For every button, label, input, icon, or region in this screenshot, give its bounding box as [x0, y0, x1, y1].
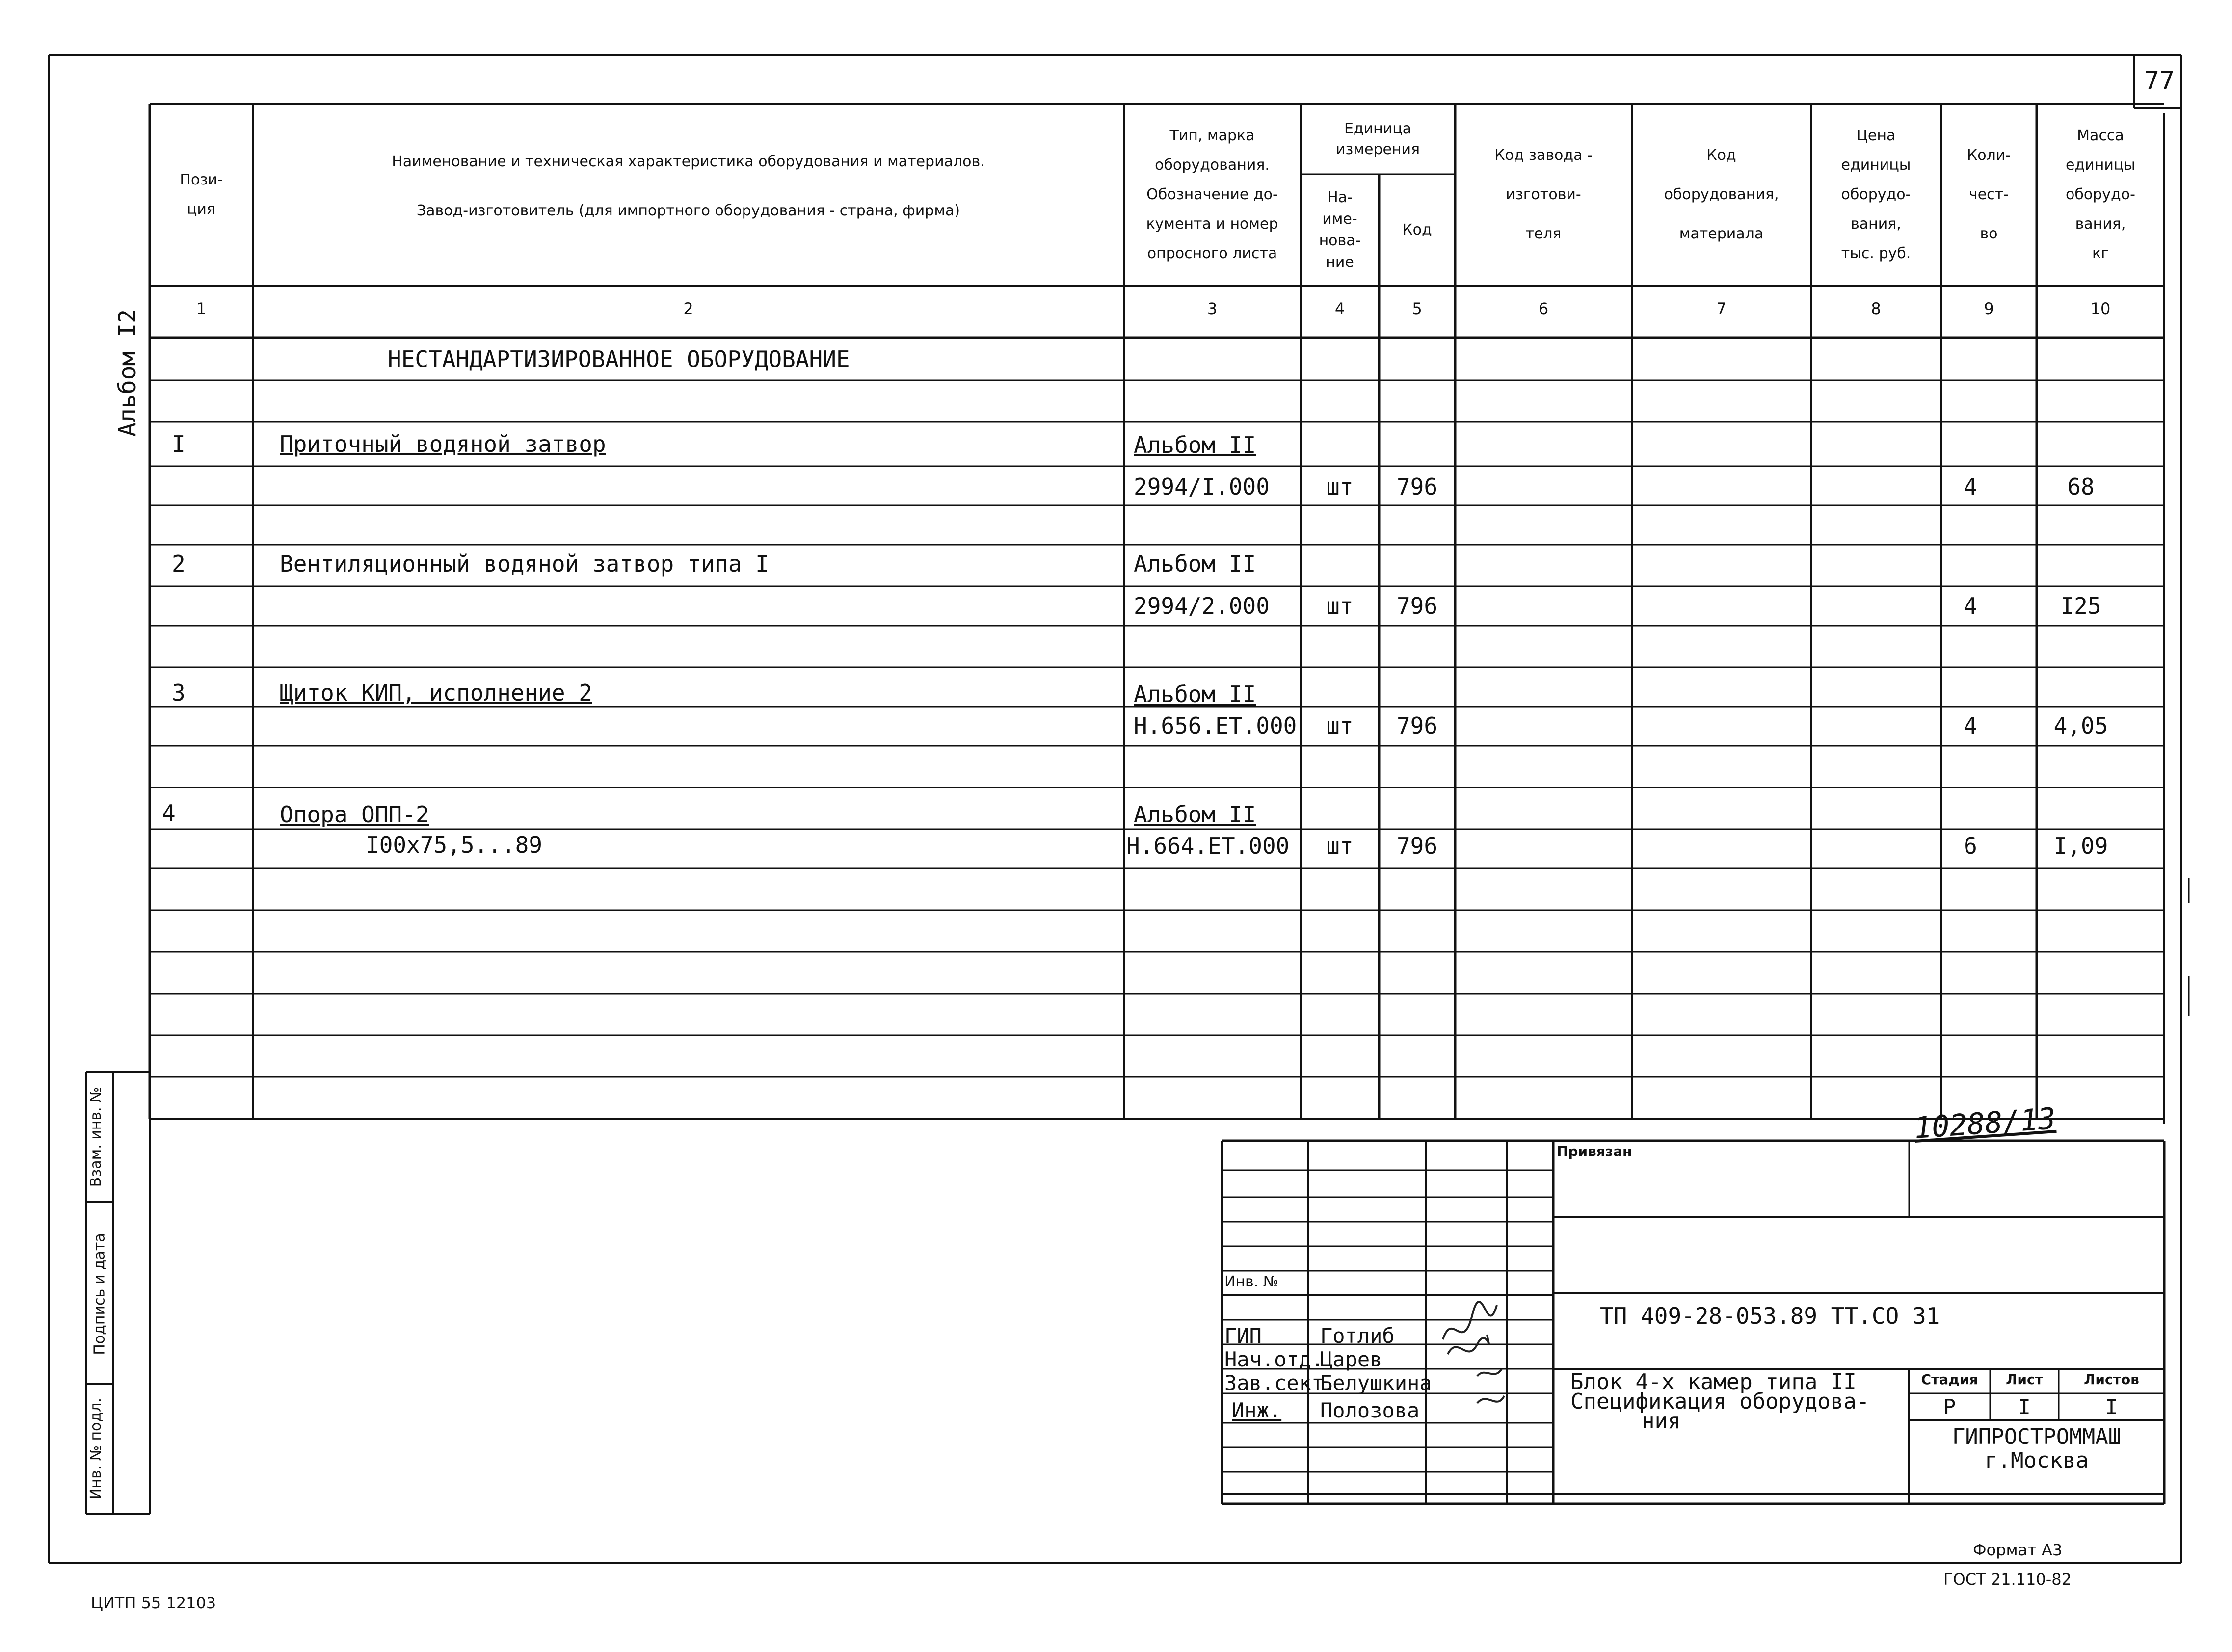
- item-name-detail: I00х75,5...89: [366, 832, 543, 858]
- header-col-unit-code: Код: [1402, 221, 1432, 238]
- item-unit-code: 796: [1396, 833, 1438, 859]
- item-quantity: 4: [1964, 473, 1977, 500]
- item-quantity: 6: [1964, 833, 1977, 859]
- stage-label: Стадия: [1921, 1371, 1978, 1388]
- item-mass: I25: [2060, 593, 2101, 619]
- sheets-value: I: [2105, 1395, 2118, 1419]
- item-unit-code: 796: [1396, 593, 1438, 619]
- replaced-inventory-label: Взам. инв. №: [87, 1087, 105, 1187]
- item-position: 4: [162, 800, 176, 826]
- column-number: 7: [1716, 299, 1727, 318]
- document-code: ТП 409-28-053.89 ТТ.СО 31: [1600, 1303, 1940, 1329]
- item-unit: шт: [1326, 593, 1354, 619]
- header-col-mass: Масса единицы оборудо- вания, кг: [2066, 127, 2135, 262]
- organization-city: г.Москва: [1985, 1448, 2089, 1473]
- column-number: 1: [196, 299, 207, 318]
- page-number: 77: [2144, 66, 2175, 96]
- project-title-line: ния: [1642, 1409, 1681, 1434]
- item-quantity: 4: [1964, 593, 1977, 619]
- header-col-unit-group: Единица измерения: [1335, 120, 1420, 158]
- signer-name: Белушкина: [1320, 1371, 1432, 1395]
- stage-value: Р: [1943, 1395, 1956, 1419]
- item-type: Альбом II: [1134, 432, 1256, 458]
- handwritten-number: 10288/13: [1913, 1101, 2057, 1146]
- column-number: 2: [683, 299, 693, 318]
- header-col-manufacturer-code: Код завода - изготови- теля: [1494, 147, 1593, 242]
- item-position: 3: [172, 680, 186, 706]
- item-document: 2994/2.000: [1134, 593, 1270, 619]
- item-type: Альбом II: [1134, 681, 1256, 708]
- citp-label: ЦИТП 55 12103: [91, 1594, 216, 1612]
- item-position: 2: [172, 551, 186, 577]
- signer-role: Зав.сект.: [1224, 1371, 1336, 1395]
- item-quantity: 4: [1964, 712, 1977, 739]
- column-number: 3: [1207, 299, 1218, 318]
- column-number: 8: [1871, 299, 1881, 318]
- header-col-price: Цена единицы оборудо- вания, тыс. руб.: [1841, 127, 1911, 262]
- signer-name: Царев: [1320, 1347, 1382, 1371]
- item-mass: 68: [2067, 473, 2095, 500]
- format-label: Формат А3: [1973, 1541, 2063, 1559]
- item-name: Вентиляционный водяной затвор типа I: [280, 551, 769, 577]
- item-name: Щиток КИП, исполнение 2: [280, 680, 592, 706]
- gost-label: ГОСТ 21.110-82: [1943, 1570, 2072, 1589]
- sheet-label: Лист: [2006, 1371, 2043, 1388]
- project-title-line: Блок 4-х камер типа II: [1570, 1369, 1857, 1394]
- sheet-value: I: [2018, 1395, 2031, 1419]
- signer-role: ГИП: [1224, 1324, 1262, 1348]
- header-col-unit-name: На- име- нова- ние: [1319, 188, 1361, 271]
- item-unit: шт: [1326, 473, 1354, 500]
- column-number: 5: [1412, 299, 1422, 318]
- item-position: I: [172, 431, 186, 457]
- signer-name: Полозова: [1320, 1398, 1420, 1422]
- signer-name: Готлиб: [1320, 1324, 1395, 1348]
- item-unit: шт: [1326, 833, 1354, 859]
- column-number: 6: [1538, 299, 1549, 318]
- item-mass: 4,05: [2053, 712, 2108, 739]
- inventory-number-label: Инв. №: [1224, 1273, 1279, 1290]
- item-name: Опора ОПП-2: [280, 801, 429, 828]
- column-number: 9: [1984, 299, 1994, 318]
- signer-role: Инж.: [1232, 1398, 1282, 1422]
- signature-date-label: Подпись и дата: [91, 1233, 108, 1355]
- header-col-quantity: Коли- чест- во: [1966, 147, 2011, 242]
- project-title-line: Спецификация оборудова-: [1570, 1389, 1870, 1414]
- item-unit: шт: [1326, 712, 1354, 739]
- organization-name: ГИПРОСТРОММАШ: [1952, 1424, 2122, 1449]
- sheets-label: Листов: [2084, 1371, 2139, 1388]
- section-title: НЕСТАНДАРТИЗИРОВАННОЕ ОБОРУДОВАНИЕ: [388, 346, 850, 372]
- item-type: Альбом II: [1134, 551, 1256, 577]
- column-number: 10: [2090, 299, 2111, 318]
- item-type: Альбом II: [1134, 801, 1256, 828]
- album-side-label: Альбом I2: [114, 309, 141, 437]
- original-inventory-label: Инв. № подл.: [87, 1398, 105, 1499]
- column-number: 4: [1334, 299, 1345, 318]
- header-col-position: Пози- ция: [180, 171, 223, 218]
- signatures-icon: [1428, 1295, 1507, 1423]
- signer-role: Нач.отд.: [1224, 1347, 1324, 1371]
- header-col-type: Тип, марка оборудования. Обозначение до- кумента и номер опросного листа: [1146, 127, 1278, 262]
- item-document: 2994/I.000: [1134, 473, 1270, 500]
- item-document: Н.664.ЕТ.000: [1126, 833, 1290, 859]
- item-unit-code: 796: [1396, 712, 1438, 739]
- item-name: Приточный водяной затвор: [280, 431, 606, 457]
- item-mass: I,09: [2053, 833, 2108, 859]
- header-col-equipment-code: Код оборудования, материала: [1664, 147, 1779, 242]
- item-unit-code: 796: [1396, 473, 1438, 500]
- item-document: Н.656.ЕТ.000: [1134, 712, 1297, 739]
- header-col-name: Наименование и техническая характеристика оборудования и материалов. Завод-изготовитель (для импортного оборудования - страна, фирма): [392, 153, 985, 219]
- linked-label: Привязан: [1557, 1143, 1632, 1159]
